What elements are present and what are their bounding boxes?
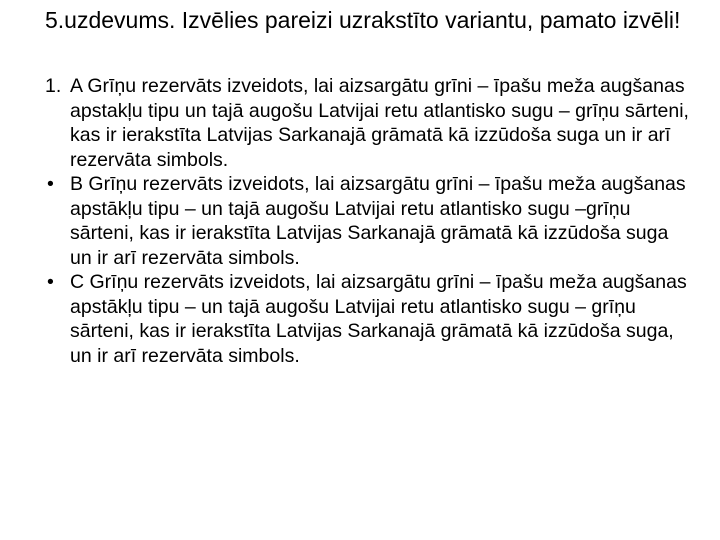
answer-options-list — [45, 74, 695, 368]
bullet-marker: • — [47, 173, 54, 195]
option-c-text: C Grīņu rezervāts izveidots, lai aizsargātu grīni – īpašu meža augšanas apstākļu tipu – un tajā augošu Latvijai retu atlantisko sugu – grīņu sārteni, kas ir ierakstīta Latvijas Sarkanajā grāmatā kā izzūdoša suga, un ir arī rezervāta simbols. — [70, 271, 687, 367]
bullet-marker: • — [47, 271, 54, 293]
option-c — [45, 270, 695, 368]
option-a-text: A Grīņu rezervāts izveidots, lai aizsargātu grīni – īpašu meža augšanas apstakļu tipu un tajā augošu Latvijai retu atlantisko sugu – grīņu sārteni, kas ir ierakstīta Latvijas Sarkanajā grāmatā kā izzūdoša suga un ir arī rezervāta simbols. — [70, 75, 689, 171]
slide-title: 5.uzdevums. Izvēlies pareizi uzrakstīto variantu, pamato izvēli! — [45, 7, 681, 33]
option-b-text: B Grīņu rezervāts izveidots, lai aizsargātu grīni – īpašu meža augšanas apstākļu tipu – un tajā augošu Latvijai retu atlantisko sugu –grīņu sārteni, kas ir ierakstīta Latvijas Sarkanajā grāmatā kā izzūdoša suga un ir arī rezervāta simbols. — [70, 173, 686, 269]
list-number: 1. — [45, 75, 62, 97]
option-b — [45, 172, 695, 270]
option-a — [45, 74, 695, 172]
